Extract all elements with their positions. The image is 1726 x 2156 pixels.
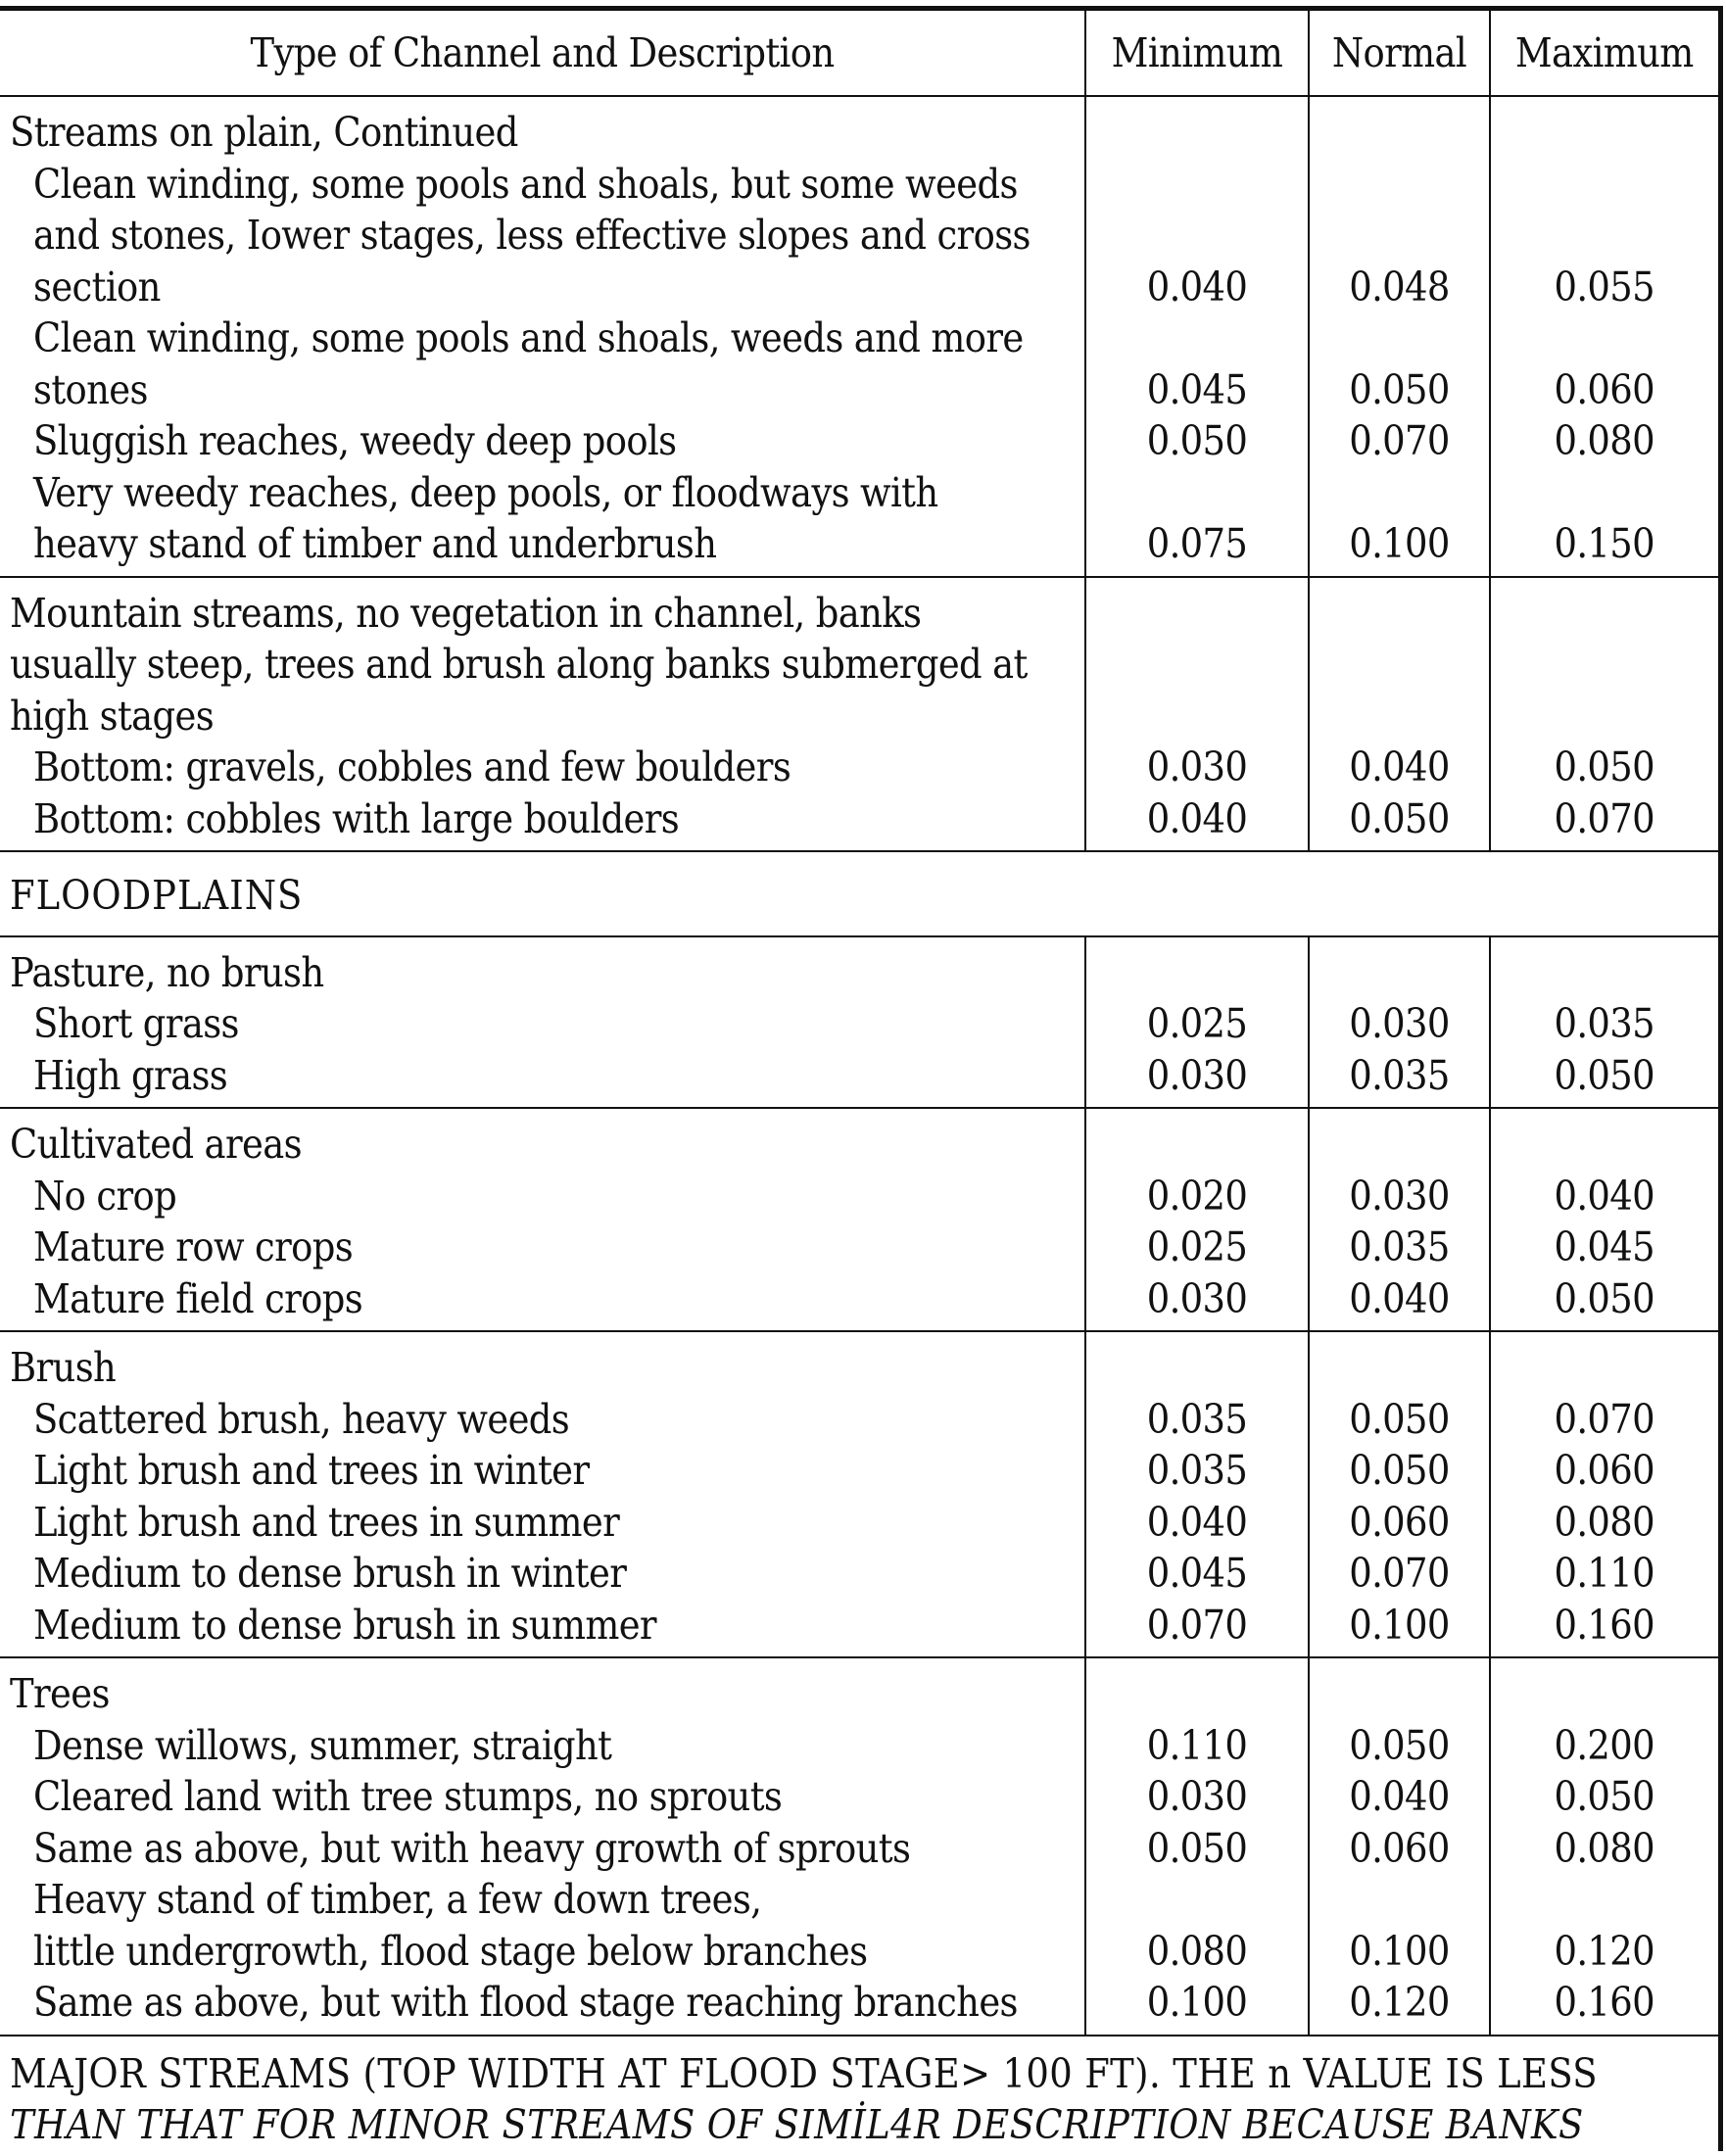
value-max: 0.070 — [1554, 1395, 1655, 1443]
row-label: Medium to dense brush in winter — [33, 1550, 627, 1597]
row-label: Clean winding, some pools and shoals, but some weeds — [33, 160, 1018, 208]
value-max: 0.040 — [1554, 1172, 1655, 1220]
value-min: 0.075 — [1146, 520, 1248, 567]
value-min: 0.025 — [1146, 1223, 1248, 1270]
group-title: Cultivated areas — [10, 1121, 302, 1168]
value-min: 0.035 — [1146, 1395, 1248, 1443]
minimum-column — [1085, 1331, 1309, 1657]
value-normal: 0.100 — [1349, 1601, 1450, 1649]
value-normal: 0.050 — [1349, 794, 1450, 842]
value-max: 0.060 — [1554, 1447, 1655, 1494]
value-min: 0.030 — [1146, 743, 1248, 791]
value-normal: 0.070 — [1349, 417, 1450, 464]
value-normal: 0.050 — [1349, 1721, 1450, 1769]
row-label: little undergrowth, flood stage below branches — [33, 1927, 868, 1975]
row-label: Medium to dense brush in summer — [33, 1601, 656, 1649]
value-normal: 0.060 — [1349, 1498, 1450, 1546]
value-min: 0.040 — [1146, 263, 1248, 311]
row-label: Very weedy reaches, deep pools, or floodways with — [33, 468, 938, 516]
group-title: Streams on plain, Continued — [10, 109, 518, 156]
group-description — [0, 1108, 1085, 1331]
header-row — [0, 9, 1720, 97]
value-normal: 0.100 — [1349, 520, 1450, 567]
value-min: 0.100 — [1146, 1979, 1248, 2026]
row-label: Light brush and trees in summer — [33, 1498, 620, 1546]
value-normal: 0.040 — [1349, 1274, 1450, 1322]
minimum-column — [1085, 96, 1309, 577]
row-label: Mature row crops — [33, 1223, 354, 1270]
value-min: 0.030 — [1146, 1773, 1248, 1820]
row-label: Same as above, but with heavy growth of sprouts — [33, 1824, 911, 1872]
value-normal: 0.040 — [1349, 1773, 1450, 1820]
value-normal: 0.040 — [1349, 743, 1450, 791]
value-max: 0.120 — [1554, 1927, 1655, 1975]
group-cultivated-areas — [0, 1108, 1720, 1331]
value-max: 0.200 — [1554, 1721, 1655, 1769]
normal-column — [1309, 1108, 1490, 1331]
normal-column — [1309, 577, 1490, 852]
group-title: high stages — [10, 692, 215, 740]
value-max: 0.160 — [1554, 1979, 1655, 2026]
maximum-column — [1490, 96, 1720, 577]
group-title: Pasture, no brush — [10, 948, 324, 996]
value-min: 0.020 — [1146, 1172, 1248, 1220]
row-label: and stones, Iower stages, less effective slopes and cross — [33, 212, 1031, 259]
note-line-2: THAN THAT FOR MINOR STREAMS OF SIMİL4R DESCRIPTION BECAUSE BANKS — [10, 2101, 1584, 2148]
row-label: Heavy stand of timber, a few down trees, — [33, 1876, 762, 1923]
row-label: heavy stand of timber and underbrush — [33, 520, 717, 567]
value-max: 0.035 — [1554, 1000, 1655, 1047]
value-max: 0.045 — [1554, 1223, 1655, 1270]
value-normal: 0.100 — [1349, 1927, 1450, 1975]
row-label: Short grass — [33, 1000, 239, 1047]
major-streams-row — [0, 2036, 1720, 2151]
header-description: Type of Channel and Description — [0, 9, 1085, 97]
group-title: Mountain streams, no vegetation in channel, banks — [10, 589, 922, 637]
value-normal: 0.035 — [1349, 1223, 1450, 1270]
maximum-column — [1490, 577, 1720, 852]
row-label: No crop — [33, 1172, 177, 1220]
value-min: 0.050 — [1146, 1824, 1248, 1872]
group-brush — [0, 1331, 1720, 1657]
value-normal: 0.050 — [1349, 1447, 1450, 1494]
value-max: 0.055 — [1554, 263, 1655, 311]
value-max: 0.060 — [1554, 365, 1655, 413]
group-description — [0, 1331, 1085, 1657]
value-min: 0.045 — [1146, 1550, 1248, 1597]
header-minimum: Minimum — [1085, 9, 1309, 97]
row-label: Bottom: gravels, cobbles and few boulders — [33, 743, 791, 791]
value-max: 0.160 — [1554, 1601, 1655, 1649]
minimum-column — [1085, 1657, 1309, 2036]
group-mountain-streams — [0, 577, 1720, 852]
row-label: Sluggish reaches, weedy deep pools — [33, 417, 677, 464]
value-min: 0.045 — [1146, 365, 1248, 413]
value-min: 0.080 — [1146, 1927, 1248, 1975]
normal-column — [1309, 936, 1490, 1109]
value-max: 0.050 — [1554, 1773, 1655, 1820]
group-streams-on-plain — [0, 96, 1720, 577]
value-max: 0.070 — [1554, 794, 1655, 842]
normal-column — [1309, 1657, 1490, 2036]
value-min: 0.025 — [1146, 1000, 1248, 1047]
maximum-column — [1490, 1657, 1720, 2036]
row-label: Scattered brush, heavy weeds — [33, 1395, 570, 1443]
major-streams-note — [0, 2036, 1720, 2151]
group-pasture — [0, 936, 1720, 1109]
group-description — [0, 1657, 1085, 2036]
value-min: 0.040 — [1146, 794, 1248, 842]
group-description — [0, 96, 1085, 577]
normal-column — [1309, 96, 1490, 577]
value-min: 0.040 — [1146, 1498, 1248, 1546]
note-line-1: MAJOR STREAMS (TOP WIDTH AT FLOOD STAGE> 100 FT). THE n VALUE IS LESS — [10, 2049, 1598, 2097]
row-label: Light brush and trees in winter — [33, 1447, 590, 1494]
value-max: 0.050 — [1554, 1274, 1655, 1322]
value-max: 0.050 — [1554, 1051, 1655, 1099]
value-max: 0.150 — [1554, 520, 1655, 567]
row-label: Same as above, but with flood stage reaching branches — [33, 1979, 1018, 2026]
group-title: usually steep, trees and brush along banks submerged at — [10, 641, 1028, 688]
value-normal: 0.030 — [1349, 1000, 1450, 1047]
minimum-column — [1085, 1108, 1309, 1331]
value-normal: 0.035 — [1349, 1051, 1450, 1099]
value-max: 0.110 — [1554, 1550, 1655, 1597]
minimum-column — [1085, 936, 1309, 1109]
maximum-column — [1490, 1331, 1720, 1657]
value-normal: 0.030 — [1349, 1172, 1450, 1220]
value-normal: 0.120 — [1349, 1979, 1450, 2026]
floodplains-label: FLOODPLAINS — [0, 851, 1720, 936]
manning-roughness-table — [0, 6, 1723, 2151]
group-trees — [0, 1657, 1720, 2036]
value-normal: 0.060 — [1349, 1824, 1450, 1872]
floodplains-section-row — [0, 851, 1720, 936]
row-label: Dense willows, summer, straight — [33, 1721, 612, 1769]
group-title: Trees — [10, 1670, 110, 1717]
header-maximum: Maximum — [1490, 9, 1720, 97]
value-min: 0.035 — [1146, 1447, 1248, 1494]
value-normal: 0.048 — [1349, 263, 1450, 311]
value-normal: 0.070 — [1349, 1550, 1450, 1597]
row-label: Mature field crops — [33, 1274, 363, 1322]
group-description — [0, 936, 1085, 1109]
row-label: stones — [33, 365, 148, 413]
maximum-column — [1490, 1108, 1720, 1331]
normal-column — [1309, 1331, 1490, 1657]
value-normal: 0.050 — [1349, 1395, 1450, 1443]
row-label: Bottom: cobbles with large boulders — [33, 794, 680, 842]
value-min: 0.030 — [1146, 1051, 1248, 1099]
row-label: section — [33, 263, 161, 311]
value-max: 0.080 — [1554, 1498, 1655, 1546]
header-normal: Normal — [1309, 9, 1490, 97]
value-min: 0.070 — [1146, 1601, 1248, 1649]
row-label: High grass — [33, 1051, 228, 1099]
value-max: 0.080 — [1554, 1824, 1655, 1872]
value-min: 0.110 — [1146, 1721, 1248, 1769]
group-title: Brush — [10, 1344, 117, 1391]
value-normal: 0.050 — [1349, 365, 1450, 413]
value-min: 0.030 — [1146, 1274, 1248, 1322]
maximum-column — [1490, 936, 1720, 1109]
row-label: Clean winding, some pools and shoals, weeds and more — [33, 314, 1024, 361]
group-description — [0, 577, 1085, 852]
row-label: Cleared land with tree stumps, no sprouts — [33, 1773, 783, 1820]
value-max: 0.080 — [1554, 417, 1655, 464]
value-min: 0.050 — [1146, 417, 1248, 464]
minimum-column — [1085, 577, 1309, 852]
value-max: 0.050 — [1554, 743, 1655, 791]
